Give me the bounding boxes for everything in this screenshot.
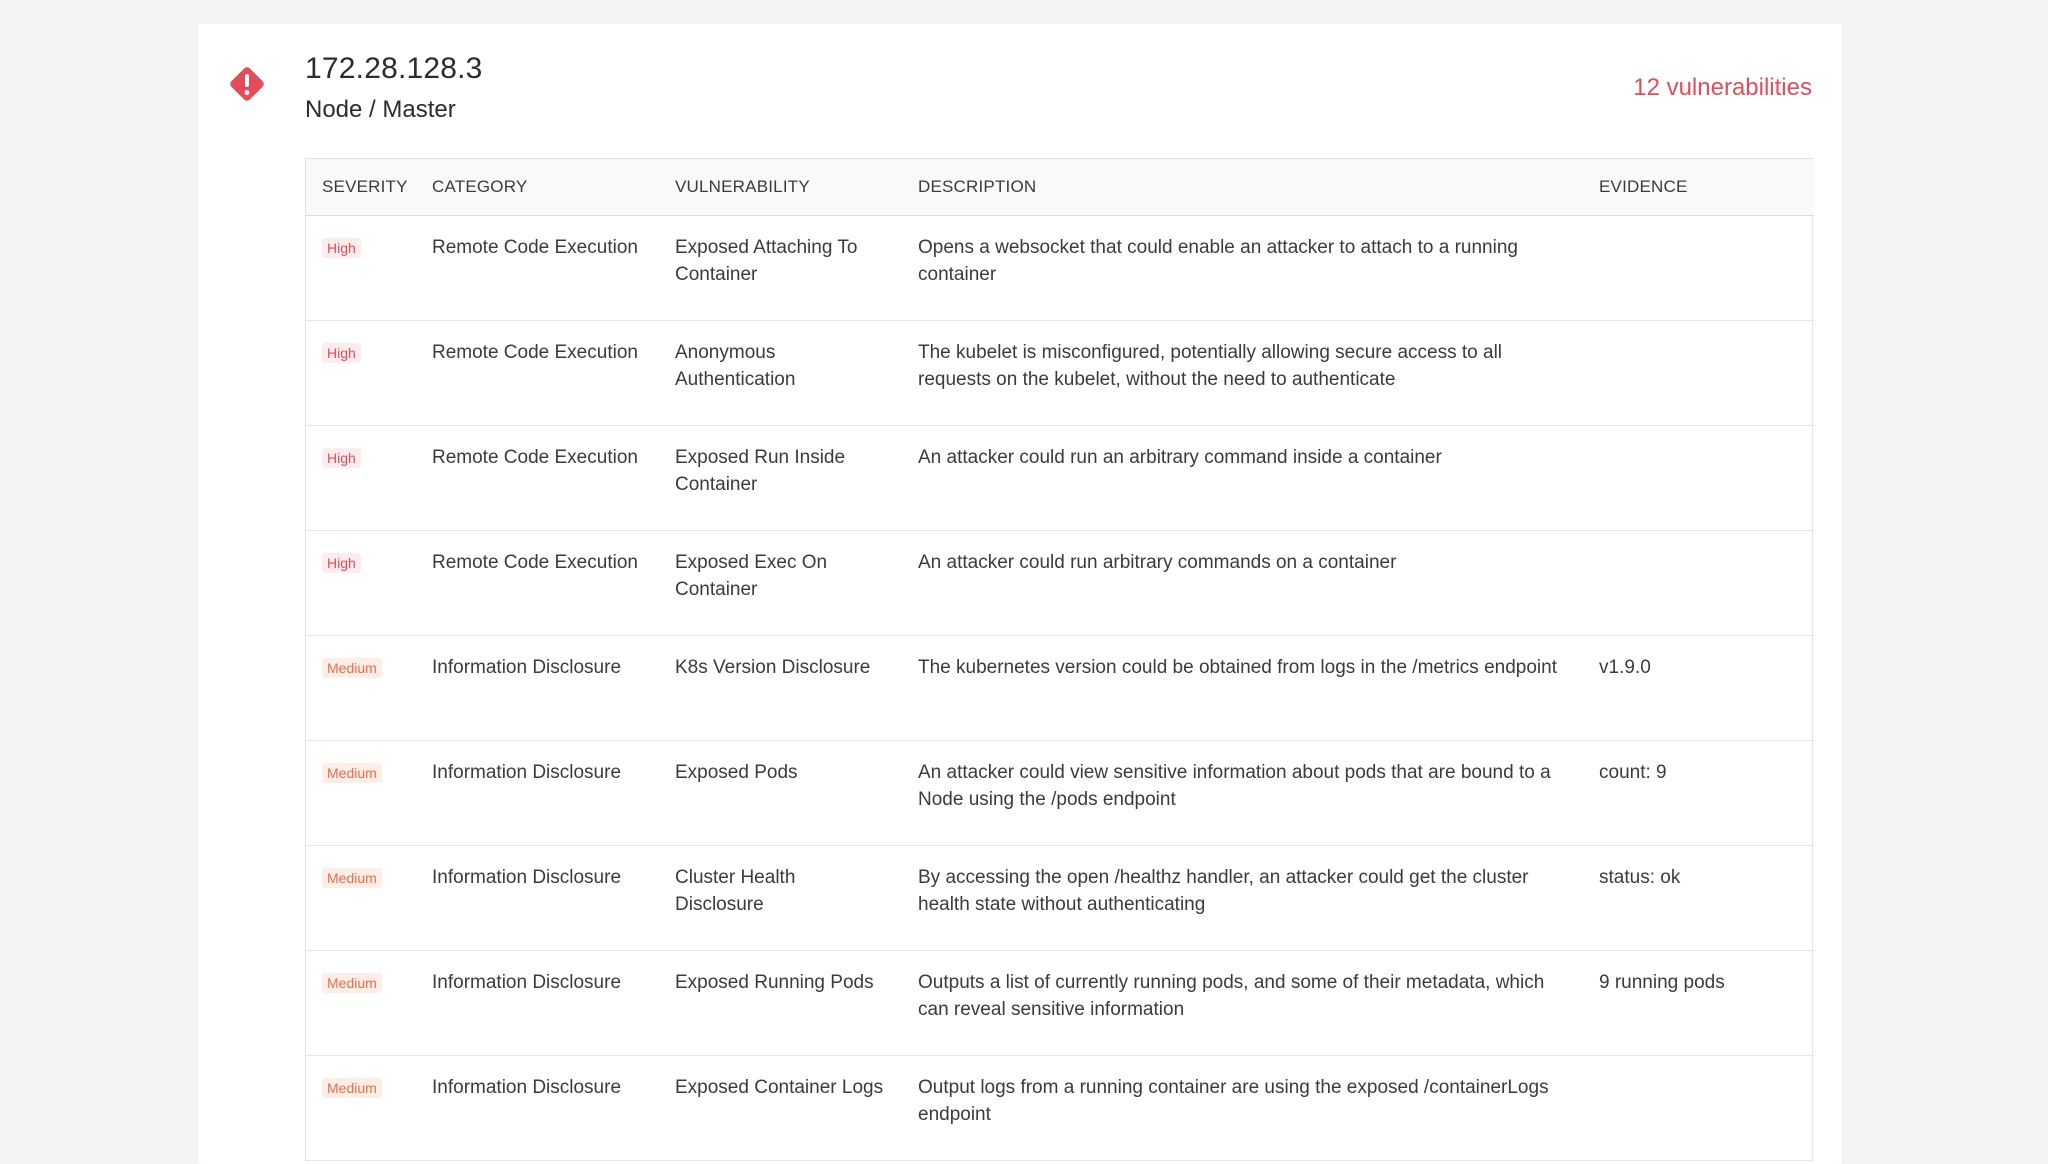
evidence-cell [1583, 530, 1814, 635]
severity-cell [306, 635, 416, 740]
description-cell: An attacker could run arbitrary commands on a container [902, 530, 1583, 635]
table-row[interactable] [306, 1055, 1814, 1160]
severity-badge: Medium [322, 868, 382, 888]
severity-badge: High [322, 448, 361, 468]
description-cell: An attacker could view sensitive information about pods that are bound to a Node using the /pods endpoint [902, 740, 1583, 845]
table-row[interactable] [306, 215, 1814, 320]
table-row[interactable] [306, 530, 1814, 635]
host-role: Node / Master [305, 96, 456, 123]
description-cell: The kubernetes version could be obtained from logs in the /metrics endpoint [902, 635, 1583, 740]
evidence-cell [1583, 215, 1814, 320]
category-cell: Remote Code Execution [416, 425, 659, 530]
category-cell: Information Disclosure [416, 635, 659, 740]
severity-badge: High [322, 238, 361, 258]
vulnerability-table [305, 158, 1813, 1161]
evidence-cell [1583, 320, 1814, 425]
category-cell: Information Disclosure [416, 950, 659, 1055]
vulnerability-cell: Cluster Health Disclosure [659, 845, 902, 950]
vulnerability-cell: Exposed Attaching To Container [659, 215, 902, 320]
vulnerability-cell: Exposed Pods [659, 740, 902, 845]
header-severity[interactable]: SEVERITY [306, 159, 416, 215]
header-evidence[interactable]: EVIDENCE [1583, 159, 1814, 215]
severity-cell [306, 530, 416, 635]
evidence-cell: count: 9 [1583, 740, 1814, 845]
evidence-cell: v1.9.0 [1583, 635, 1814, 740]
category-cell: Remote Code Execution [416, 530, 659, 635]
header-vulnerability[interactable]: VULNERABILITY [659, 159, 902, 215]
severity-cell [306, 320, 416, 425]
description-cell: Outputs a list of currently running pods, and some of their metadata, which can reveal sensitive information [902, 950, 1583, 1055]
severity-cell [306, 740, 416, 845]
severity-cell [306, 215, 416, 320]
vulnerability-count[interactable]: 12 vulnerabilities [1633, 74, 1812, 101]
header-category[interactable]: CATEGORY [416, 159, 659, 215]
category-cell: Remote Code Execution [416, 215, 659, 320]
severity-badge: High [322, 343, 361, 363]
table-row[interactable] [306, 320, 1814, 425]
severity-badge: Medium [322, 763, 382, 783]
category-cell: Information Disclosure [416, 1055, 659, 1160]
vulnerability-cell: Exposed Running Pods [659, 950, 902, 1055]
severity-cell [306, 845, 416, 950]
table-header-row [306, 159, 1814, 215]
severity-badge: Medium [322, 1078, 382, 1098]
table-row[interactable] [306, 740, 1814, 845]
evidence-cell [1583, 1055, 1814, 1160]
vulnerability-cell: Exposed Exec On Container [659, 530, 902, 635]
table-row[interactable] [306, 845, 1814, 950]
evidence-cell [1583, 425, 1814, 530]
description-cell: An attacker could run an arbitrary command inside a container [902, 425, 1583, 530]
category-cell: Information Disclosure [416, 740, 659, 845]
vulnerability-cell: Exposed Run Inside Container [659, 425, 902, 530]
table-row[interactable] [306, 425, 1814, 530]
table-row[interactable] [306, 950, 1814, 1055]
severity-badge: High [322, 553, 361, 573]
severity-badge: Medium [322, 658, 382, 678]
description-cell: By accessing the open /healthz handler, an attacker could get the cluster health state without authenticating [902, 845, 1583, 950]
description-cell: Opens a websocket that could enable an attacker to attach to a running container [902, 215, 1583, 320]
category-cell: Remote Code Execution [416, 320, 659, 425]
category-cell: Information Disclosure [416, 845, 659, 950]
alert-diamond-icon [227, 64, 267, 104]
severity-cell [306, 950, 416, 1055]
header-description[interactable]: DESCRIPTION [902, 159, 1583, 215]
severity-badge: Medium [322, 973, 382, 993]
evidence-cell: 9 running pods [1583, 950, 1814, 1055]
severity-cell [306, 1055, 416, 1160]
host-ip: 172.28.128.3 [305, 52, 483, 85]
vulnerability-cell: Anonymous Authentication [659, 320, 902, 425]
severity-cell [306, 425, 416, 530]
vulnerability-cell: Exposed Container Logs [659, 1055, 902, 1160]
description-cell: Output logs from a running container are using the exposed /containerLogs endpoint [902, 1055, 1583, 1160]
vulnerability-cell: K8s Version Disclosure [659, 635, 902, 740]
evidence-cell: status: ok [1583, 845, 1814, 950]
description-cell: The kubelet is misconfigured, potentially allowing secure access to all requests on the kubelet, without the need to authenticate [902, 320, 1583, 425]
table-row[interactable] [306, 635, 1814, 740]
